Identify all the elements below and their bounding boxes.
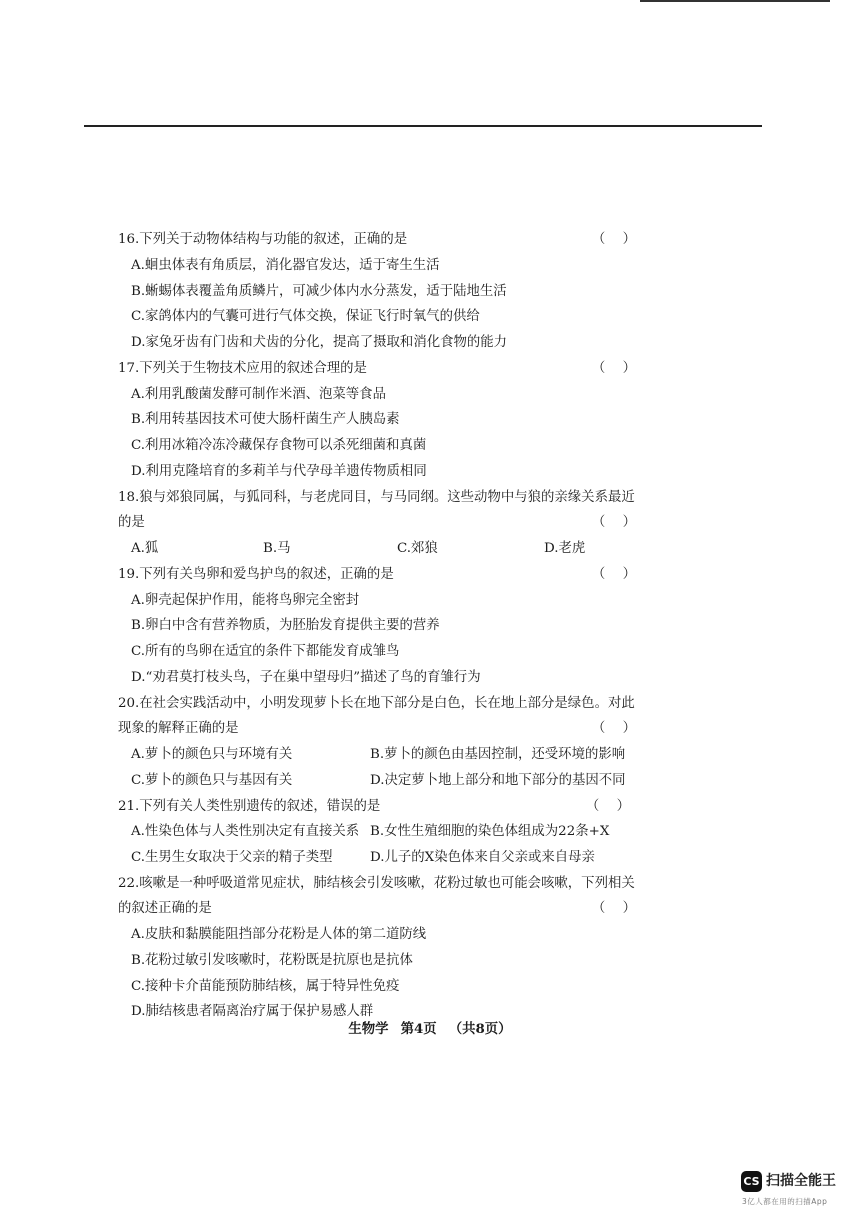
options-row (131, 846, 651, 870)
question-16-stem: 16.下列关于动物体结构与功能的叙述，正确的是 （ ） (118, 228, 638, 252)
option-a: A.狐 (131, 541, 159, 556)
answer-blank[interactable]: （ ） (591, 567, 638, 582)
answer-blank[interactable]: （ ） (585, 799, 632, 814)
option-c: C.郊狼 (397, 541, 438, 556)
option-b: B.花粉过敏引发咳嗽时，花粉既是抗原也是抗体 (131, 953, 413, 968)
footer-page: 第4页 (400, 1021, 437, 1037)
page-footer (0, 1017, 860, 1041)
option-d: D.利用克隆培育的多莉羊与代孕母羊遗传物质相同 (131, 464, 427, 479)
question-18-stem-cont: 的是 （ ） (118, 511, 638, 535)
watermark-slogan: 3亿人都在用的扫描App (742, 1197, 828, 1206)
question-22-stem: 22.咳嗽是一种呼吸道常见症状，肺结核会引发咳嗽，花粉过敏也可能会咳嗽，下列相关 (118, 876, 635, 891)
option-a: A.萝卜的颜色只与环境有关 (131, 747, 293, 762)
option-c: C.所有的鸟卵在适宜的条件下都能发育成雏鸟 (131, 644, 400, 659)
answer-blank[interactable]: （ ） (591, 232, 638, 247)
question-20-stem-cont: 现象的解释正确的是 （ ） (118, 717, 638, 741)
answer-blank[interactable]: （ ） (591, 721, 638, 736)
option-d: D.决定萝卜地上部分和地下部分的基因不同 (370, 773, 626, 788)
options-row (131, 537, 651, 561)
question-18-stem: 18.狼与郊狼同属，与狐同科，与老虎同目，与马同纲。这些动物中与狼的亲缘关系最近 (118, 490, 635, 505)
question-19-stem: 19.下列有关鸟卵和爱鸟护鸟的叙述，正确的是 （ ） (118, 563, 638, 587)
option-a: A.卵壳起保护作用，能将鸟卵完全密封 (131, 593, 360, 608)
option-c: C.家鸽体内的气囊可进行气体交换，保证飞行时氧气的供给 (131, 309, 480, 324)
answer-blank[interactable]: （ ） (591, 361, 638, 376)
camscanner-logo-icon: CS (741, 1171, 762, 1192)
option-c: C.生男生女取决于父亲的精子类型 (131, 850, 333, 865)
option-a: A.性染色体与人类性别决定有直接关系 (131, 824, 360, 839)
option-b: B.萝卜的颜色由基因控制，还受环境的影响 (370, 747, 626, 762)
option-b: B.马 (263, 541, 291, 556)
answer-blank[interactable]: （ ） (591, 515, 638, 530)
scan-edge-line (640, 0, 830, 2)
option-a: A.蛔虫体表有角质层，消化器官发达，适于寄生生活 (131, 258, 440, 273)
footer-total: （共8页） (448, 1021, 512, 1037)
question-21-stem: 21.下列有关人类性别遗传的叙述，错误的是 （ ） (118, 795, 632, 819)
option-a: A.利用乳酸菌发酵可制作米酒、泡菜等食品 (131, 387, 386, 402)
option-a: A.皮肤和黏膜能阻挡部分花粉是人体的第二道防线 (131, 927, 427, 942)
option-b: B.蜥蜴体表覆盖角质鳞片，可减少体内水分蒸发，适于陆地生活 (131, 284, 507, 299)
option-b: B.女性生殖细胞的染色体组成为22条+X (370, 824, 610, 839)
options-row (131, 820, 651, 844)
option-b: B.利用转基因技术可使大肠杆菌生产人胰岛素 (131, 412, 400, 427)
option-b: B.卵白中含有营养物质，为胚胎发育提供主要的营养 (131, 618, 440, 633)
footer-subject: 生物学 (348, 1021, 389, 1037)
question-17-stem: 17.下列关于生物技术应用的叙述合理的是 （ ） (118, 357, 638, 381)
watermark-name: 扫描全能王 (766, 1173, 836, 1189)
answer-blank[interactable]: （ ） (591, 901, 638, 916)
option-d: D.肺结核患者隔离治疗属于保护易感人群 (131, 1004, 374, 1019)
option-c: C.接种卡介苗能预防肺结核，属于特异性免疫 (131, 979, 400, 994)
question-22-stem-cont: 的叙述正确的是 （ ） (118, 897, 638, 921)
option-c: C.利用冰箱冷冻冷藏保存食物可以杀死细菌和真菌 (131, 438, 427, 453)
option-d: D.儿子的X染色体来自父亲或来自母亲 (370, 850, 595, 865)
option-c: C.萝卜的颜色只与基因有关 (131, 773, 293, 788)
options-row (131, 769, 651, 793)
header-rule (84, 125, 762, 127)
options-row (131, 743, 651, 767)
option-d: D.“劝君莫打枝头鸟，子在巢中望母归”描述了鸟的育雏行为 (131, 670, 481, 685)
option-d: D.家兔牙齿有门齿和犬齿的分化，提高了摄取和消化食物的能力 (131, 335, 508, 350)
question-20-stem: 20.在社会实践活动中，小明发现萝卜长在地下部分是白色，长在地上部分是绿色。对此 (118, 696, 635, 711)
option-d: D.老虎 (544, 541, 586, 556)
